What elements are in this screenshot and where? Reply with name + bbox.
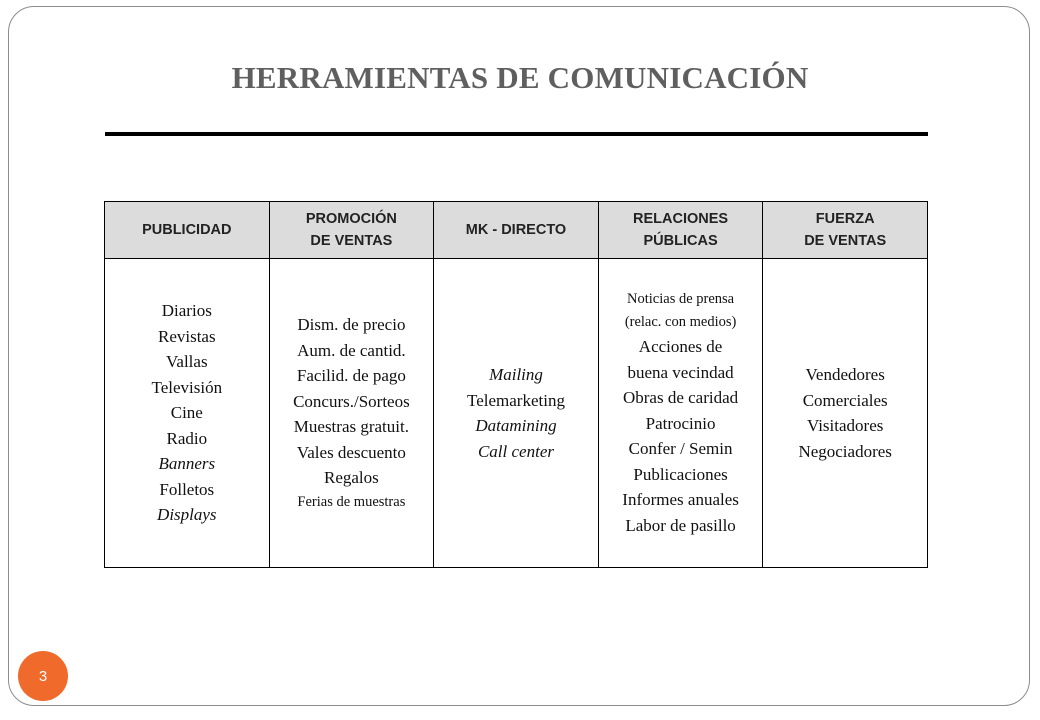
column-mk-directo xyxy=(434,202,599,567)
list-item: Obras de caridad xyxy=(622,388,739,407)
list-item: Diarios xyxy=(161,301,212,321)
page-number-badge xyxy=(18,651,68,701)
column-header xyxy=(599,202,763,259)
header-line: PROMOCIÓN xyxy=(305,211,397,227)
list-item: Acciones de xyxy=(638,337,723,356)
list-item: Displays xyxy=(157,505,217,525)
list-item: Vendedores xyxy=(805,365,885,384)
list-item: Publicaciones xyxy=(633,464,728,484)
header-line: DE VENTAS xyxy=(804,233,887,249)
list-item: Radio xyxy=(166,428,208,448)
communication-tools-table xyxy=(104,201,928,568)
column-body xyxy=(434,259,598,567)
list-item: Televisión xyxy=(151,377,223,397)
list-item: Comerciales xyxy=(802,390,888,410)
column-publicidad xyxy=(105,202,270,567)
list-item: Mailing xyxy=(489,365,543,384)
list-item: Ferias de muestras xyxy=(297,493,406,510)
page-number: 3 xyxy=(38,667,48,685)
list-item: Dism. de precio xyxy=(297,315,406,335)
list-item: Revistas xyxy=(157,326,216,346)
column-body xyxy=(599,259,763,567)
header-line: RELACIONES xyxy=(633,211,729,227)
list-item: Cine xyxy=(170,403,203,423)
title-underline xyxy=(105,132,928,136)
list-item: Call center xyxy=(477,441,554,461)
list-item: Vallas xyxy=(166,352,208,372)
column-body xyxy=(270,259,434,567)
list-item: Regalos xyxy=(324,468,379,488)
list-item: Datamining xyxy=(475,416,557,435)
header-line: DE VENTAS xyxy=(310,233,393,249)
list-item: Vales descuento xyxy=(296,442,406,462)
column-header xyxy=(763,202,927,259)
header-line: PUBLICIDAD xyxy=(142,222,232,238)
list-item: Muestras gratuit. xyxy=(293,417,409,437)
header-line: MK - DIRECTO xyxy=(465,222,567,238)
header-line: PÚBLICAS xyxy=(643,233,718,249)
list-item: Aum. de cantid. xyxy=(297,340,406,360)
slide-title: HERRAMIENTAS DE COMUNICACIÓN xyxy=(231,60,809,95)
header-line: FUERZA xyxy=(815,211,875,227)
column-header xyxy=(105,202,269,259)
column-fuerza-de-ventas xyxy=(763,202,927,567)
list-item: Concurs./Sorteos xyxy=(293,391,410,411)
list-item: Telemarketing xyxy=(467,390,565,410)
list-item: buena vecindad xyxy=(627,362,734,382)
list-item: Informes anuales xyxy=(622,490,739,509)
list-item: (relac. con medios) xyxy=(624,314,737,330)
list-item: Patrocinio xyxy=(645,413,716,433)
list-item: Banners xyxy=(158,454,216,474)
list-item: Folletos xyxy=(159,479,215,499)
column-promocion-de-ventas xyxy=(270,202,435,567)
column-header xyxy=(434,202,598,259)
column-relaciones-publicas xyxy=(599,202,764,567)
column-header xyxy=(270,202,434,259)
column-body xyxy=(105,259,269,567)
column-body xyxy=(763,259,927,567)
list-item: Facilid. de pago xyxy=(296,366,406,386)
list-item: Confer / Semin xyxy=(628,439,733,458)
list-item: Visitadores xyxy=(806,416,884,435)
list-item: Labor de pasillo xyxy=(625,515,736,535)
list-item: Noticias de prensa xyxy=(627,291,735,307)
list-item: Negociadores xyxy=(798,441,892,461)
